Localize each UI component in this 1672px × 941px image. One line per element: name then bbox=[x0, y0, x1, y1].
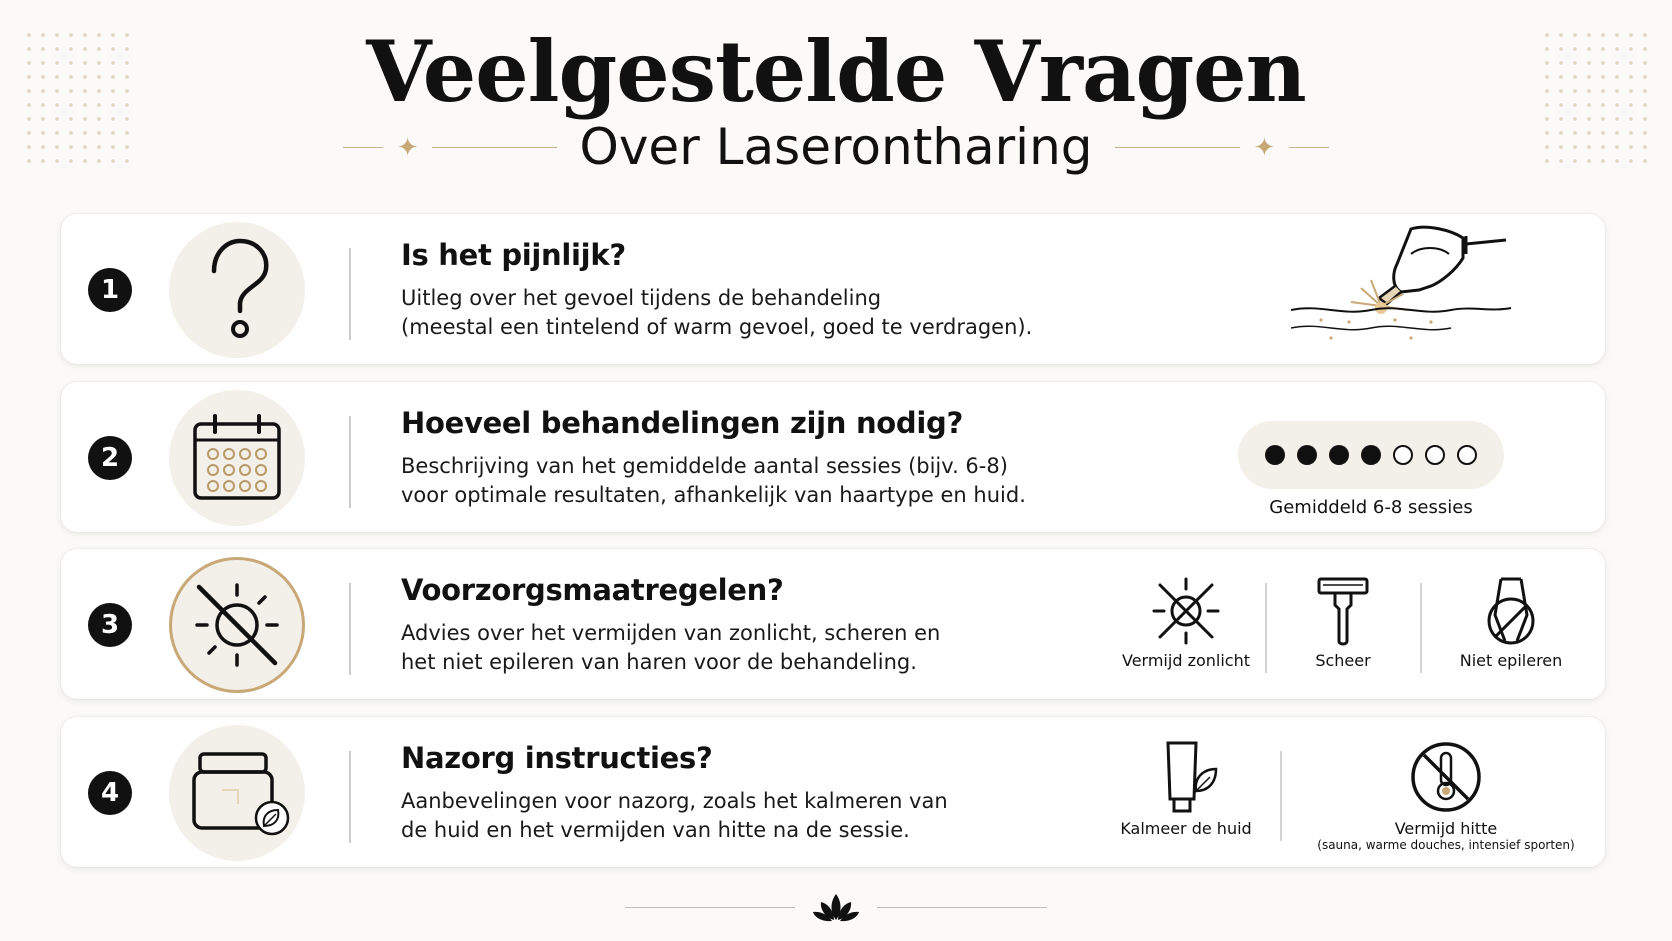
tip-label: Scheer bbox=[1315, 651, 1371, 670]
tip-sublabel: (sauna, warme douches, intensief sporten) bbox=[1317, 838, 1575, 852]
card-divider bbox=[349, 248, 351, 340]
faq-number-4: 4 bbox=[88, 771, 132, 815]
question-mark-icon bbox=[169, 222, 305, 358]
tip-no-tweezers bbox=[1441, 575, 1581, 670]
razor-icon bbox=[1307, 575, 1379, 647]
tip-razor bbox=[1288, 575, 1398, 670]
card-divider bbox=[349, 416, 351, 508]
subtitle-rule-right-short bbox=[1289, 147, 1329, 148]
footer-rule-right bbox=[877, 907, 1047, 908]
subtitle-rule-left-short bbox=[343, 147, 383, 148]
faq-answer-3: Advies over het vermijden van zonlicht, scheren en het niet epileren van haren voor de behandeling. bbox=[401, 621, 941, 674]
sessions-label: Gemiddeld 6-8 sessies bbox=[1269, 497, 1473, 518]
subtitle-rule-left bbox=[432, 147, 557, 148]
tip-lotion bbox=[1121, 739, 1251, 838]
tip-divider bbox=[1280, 751, 1282, 841]
faq-card-1 bbox=[61, 214, 1605, 364]
card-divider bbox=[349, 583, 351, 675]
calendar-icon bbox=[169, 390, 305, 526]
subtitle-rule-right bbox=[1115, 147, 1240, 148]
page-subtitle: Over Laserontharing bbox=[579, 118, 1093, 176]
tip-label: Vermijd zonlicht bbox=[1122, 651, 1250, 670]
tip-divider bbox=[1265, 583, 1267, 673]
no-sun-icon bbox=[169, 557, 305, 693]
tip-label: Vermijd hitte bbox=[1394, 819, 1498, 838]
subtitle-row bbox=[0, 120, 1672, 175]
no-heat-icon bbox=[1408, 739, 1484, 815]
session-dot-filled bbox=[1361, 445, 1381, 465]
session-dot-empty bbox=[1425, 445, 1445, 465]
session-dot-filled bbox=[1265, 445, 1285, 465]
faq-answer-1: Uitleg over het gevoel tijdens de behandeling (meestal een tintelend of warm gevoel, goed te verdragen). bbox=[401, 286, 1033, 339]
no-tweezers-icon bbox=[1475, 575, 1547, 647]
footer-ornament bbox=[0, 890, 1672, 924]
faq-number-1: 1 bbox=[88, 268, 132, 312]
sparkle-icon-right: ✦ bbox=[1253, 132, 1276, 163]
tip-label: Kalmeer de huid bbox=[1120, 819, 1252, 838]
session-dot-filled bbox=[1329, 445, 1349, 465]
laser-handpiece-illustration bbox=[1291, 224, 1531, 358]
faq-question-4: Nazorg instructies? bbox=[401, 741, 713, 775]
faq-number-3: 3 bbox=[88, 603, 132, 647]
faq-card-2 bbox=[61, 382, 1605, 532]
faq-question-3: Voorzorgsmaatregelen? bbox=[401, 573, 784, 607]
tip-divider bbox=[1420, 583, 1422, 673]
faq-question-1: Is het pijnlijk? bbox=[401, 238, 626, 272]
session-dot-empty bbox=[1393, 445, 1413, 465]
page-title: Veelgestelde Vragen bbox=[366, 22, 1306, 121]
sessions-indicator bbox=[1238, 421, 1504, 489]
faq-answer-4: Aanbevelingen voor nazorg, zoals het kalmeren van de huid en het vermijden van hitte na de sessie. bbox=[401, 789, 948, 842]
faq-answer-2: Beschrijving van het gemiddelde aantal sessies (bijv. 6-8) voor optimale resultaten, afhankelijk van haartype en huid. bbox=[401, 454, 1026, 507]
tip-no-heat bbox=[1301, 739, 1591, 852]
faq-number-2: 2 bbox=[88, 436, 132, 480]
session-dot-filled bbox=[1297, 445, 1317, 465]
faq-card-3 bbox=[61, 549, 1605, 699]
faq-card-4 bbox=[61, 717, 1605, 867]
card-divider bbox=[349, 751, 351, 843]
footer-rule-left bbox=[625, 907, 795, 908]
tip-no-sun bbox=[1121, 575, 1251, 670]
lotus-icon bbox=[811, 890, 861, 924]
session-dot-empty bbox=[1457, 445, 1477, 465]
tip-label: Niet epileren bbox=[1459, 651, 1563, 670]
cream-jar-icon bbox=[169, 725, 305, 861]
sparkle-icon-left: ✦ bbox=[396, 132, 419, 163]
no-sun-icon bbox=[1150, 575, 1222, 647]
faq-question-2: Hoeveel behandelingen zijn nodig? bbox=[401, 406, 964, 440]
lotion-tube-icon bbox=[1150, 739, 1222, 815]
